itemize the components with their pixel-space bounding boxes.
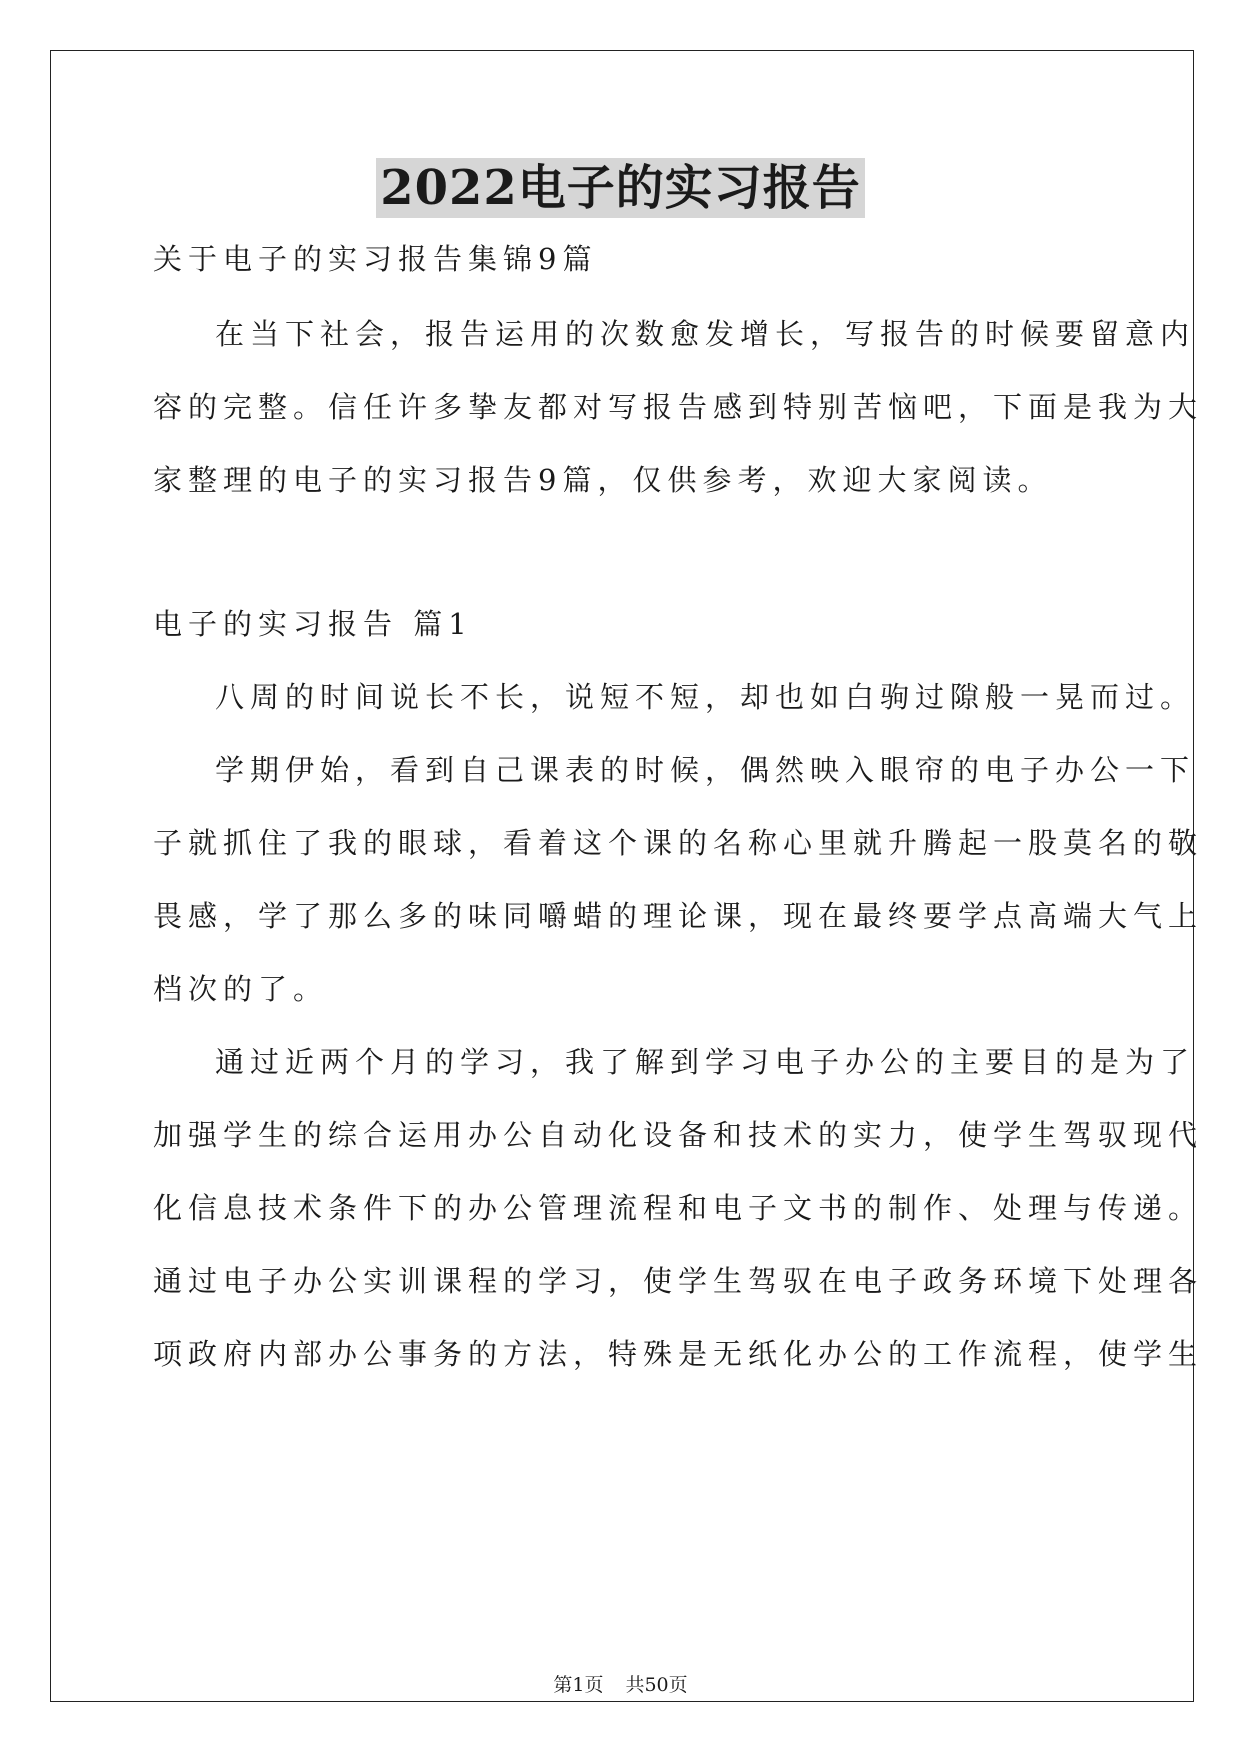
body-line: 加强学生的综合运用办公自动化设备和技术的实力，使学生驾驭现代	[153, 1118, 1204, 1152]
section-heading: 电子的实习报告 篇1	[153, 607, 473, 641]
body-line: 八周的时间说长不长，说短不短，却也如白驹过隙般一晃而过。	[215, 680, 1196, 714]
body-line: 畏感，学了那么多的味同嚼蜡的理论课，现在最终要学点高端大气上	[153, 899, 1204, 933]
page-border	[50, 50, 1204, 1702]
document-title: 2022电子的实习报告	[376, 158, 865, 218]
body-line: 子就抓住了我的眼球，看着这个课的名称心里就升腾起一股莫名的敬	[153, 826, 1204, 860]
intro-line: 在当下社会，报告运用的次数愈发增长，写报告的时候要留意内	[215, 317, 1196, 351]
page-footer	[0, 1673, 1241, 1697]
body-line: 化信息技术条件下的办公管理流程和电子文书的制作、处理与传递。	[153, 1191, 1204, 1225]
body-line: 项政府内部办公事务的方法，特殊是无纸化办公的工作流程，使学生	[153, 1337, 1204, 1371]
page-number: 第1页	[553, 1674, 604, 1696]
body-line: 通过近两个月的学习，我了解到学习电子办公的主要目的是为了	[215, 1045, 1196, 1079]
intro-line: 家整理的电子的实习报告9篇，仅供参考，欢迎大家阅读。	[153, 463, 1053, 497]
body-line: 档次的了。	[153, 972, 329, 1006]
intro-line: 容的完整。信任许多挚友都对写报告感到特别苦恼吧，下面是我为大	[153, 390, 1204, 424]
body-line: 学期伊始，看到自己课表的时候，偶然映入眼帘的电子办公一下	[215, 753, 1196, 787]
document-subtitle: 关于电子的实习报告集锦9篇	[153, 242, 598, 276]
title-container	[0, 158, 1241, 218]
body-line: 通过电子办公实训课程的学习，使学生驾驭在电子政务环境下处理各	[153, 1264, 1204, 1298]
page-total: 共50页	[625, 1674, 688, 1696]
